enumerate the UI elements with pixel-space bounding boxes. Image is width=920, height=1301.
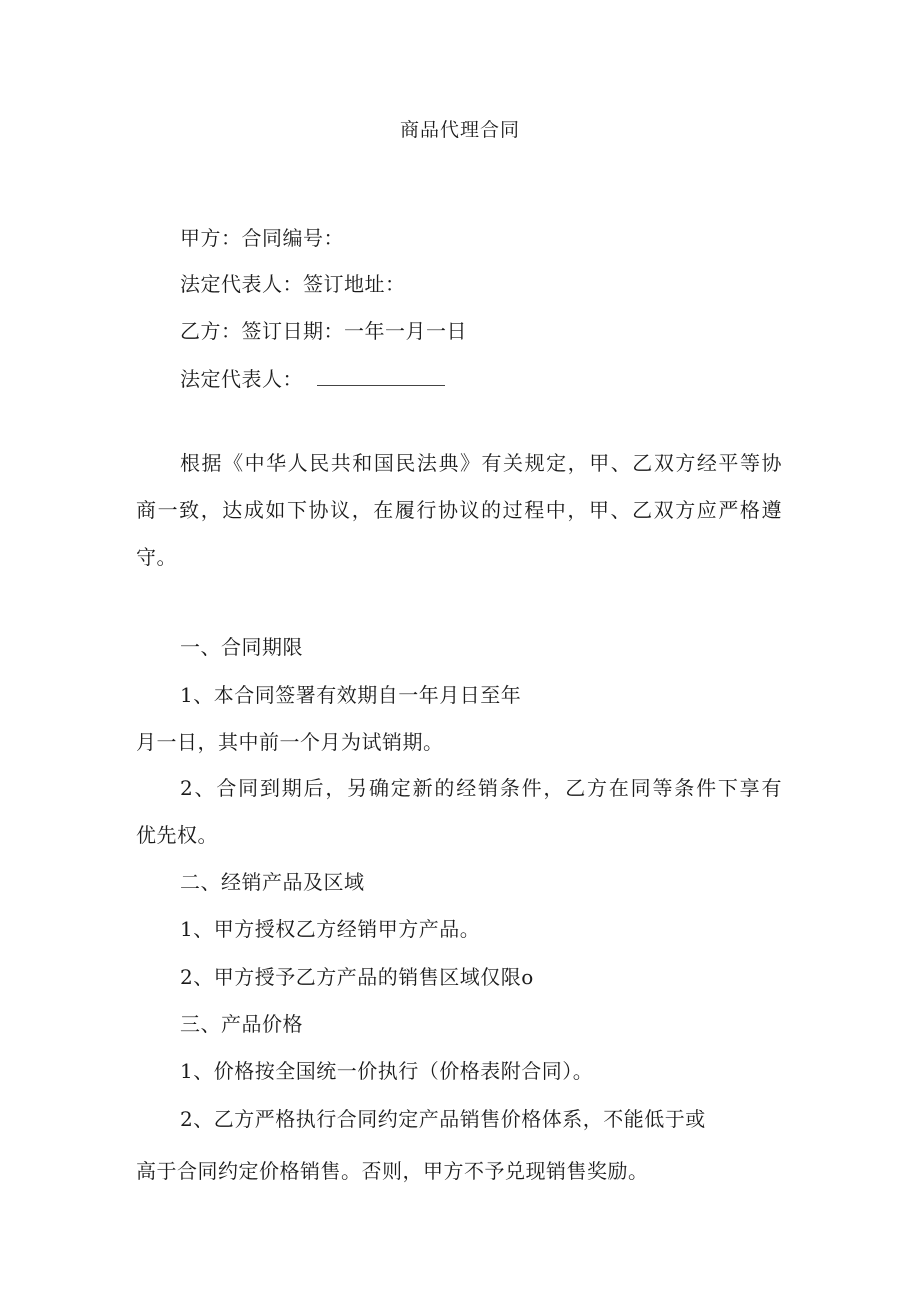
- section-3-item-2-line-1: 2、乙方严格执行合同约定产品销售价格体系，不能低于或: [180, 1107, 706, 1131]
- section-3-item-1: 1、价格按全国统一价执行（价格表附合同）。: [180, 1059, 594, 1083]
- section-1-item-1-line-2: 月一日，其中前一个月为试销期。: [136, 730, 444, 754]
- section-3-item-2-line-2: 高于合同约定价格销售。否则，甲方不予兑现销售奖励。: [136, 1159, 649, 1183]
- legal-rep-line-1: 法定代表人：签订地址：: [180, 272, 406, 296]
- section-2-item-1: 1、甲方授权乙方经销甲方产品。: [180, 917, 481, 941]
- section-1-item-1-line-1: 1、本合同签署有效期自一年月日至年: [180, 683, 522, 707]
- section-1-item-2-line-2: 优先权。: [136, 823, 218, 847]
- section-1-heading: 一、合同期限: [180, 635, 303, 659]
- legal-rep-line-2: [180, 367, 445, 391]
- section-2-heading: 二、经销产品及区域: [180, 870, 365, 894]
- legal-rep-label: 法定代表人：: [180, 367, 303, 391]
- preamble-line-2: 商一致，达成如下协议，在履行协议的过程中，甲、乙双方应严格遵: [136, 498, 782, 522]
- party-a-line: 甲方：合同编号：: [180, 226, 344, 250]
- section-2-item-2: 2、甲方授予乙方产品的销售区域仅限o: [180, 965, 534, 989]
- document-title: 商品代理合同: [399, 119, 520, 141]
- preamble-line-1: 根据《中华人民共和国民法典》有关规定，甲、乙双方经平等协: [180, 451, 782, 475]
- section-1-item-2-line-1: 2、合同到期后，另确定新的经销条件，乙方在同等条件下享有: [180, 776, 782, 800]
- preamble-line-3: 守。: [136, 545, 177, 569]
- party-b-line: 乙方：签订日期：一年一月一日: [180, 319, 467, 343]
- signature-blank: [317, 367, 445, 386]
- section-3-heading: 三、产品价格: [180, 1012, 303, 1036]
